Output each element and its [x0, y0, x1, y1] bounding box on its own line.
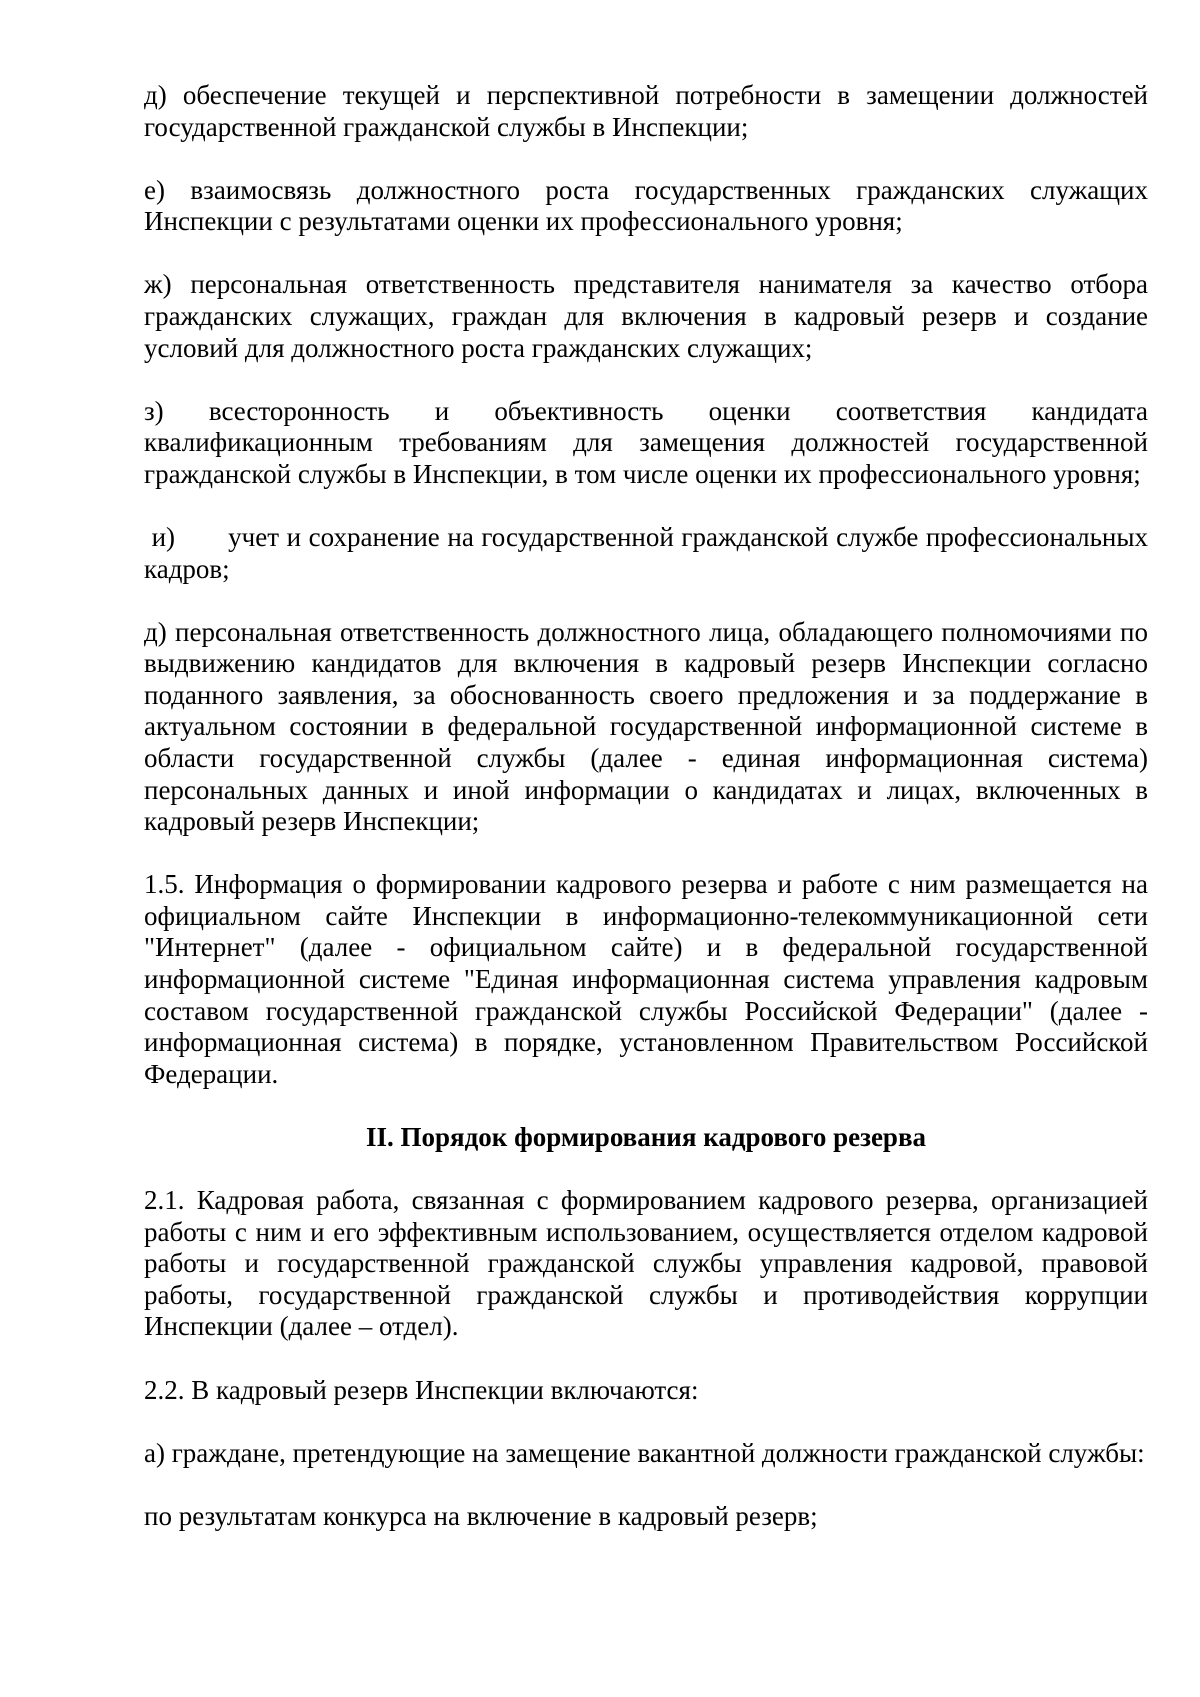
- paragraph-item-zh: ж) персональная ответственность представителя нанимателя за качество отбора гражданских служащих, граждан для включения в кадровый резерв и создание условий для должностного роста гражданских служащих;: [144, 269, 1148, 363]
- paragraph-2-1: 2.1. Кадровая работа, связанная с формированием кадрового резерва, организацией работы с ним и его эффективным использованием, осуществляется отделом кадровой работы и государственной гражданской службы управления кадровой, правовой работы, государственной гражданской службы и противодействия коррупции Инспекции (далее – отдел).: [144, 1185, 1148, 1342]
- paragraph-1-5: 1.5. Информация о формировании кадрового резерва и работе с ним размещается на официальном сайте Инспекции в информационно-телекоммуникационной сети "Интернет" (далее - официальном сайте) и в федеральной государственной информационной системе "Единая информационная система управления кадровым составом государственной гражданской службы Российской Федерации" (далее - информационная система) в порядке, установленном Правительством Российской Федерации.: [144, 869, 1148, 1089]
- document-page: [144, 80, 1155, 1532]
- section-heading: II. Порядок формирования кадрового резерва: [365, 1121, 927, 1152]
- paragraph-item-i: и) учет и сохранение на государственной гражданской службе профессиональных кадров;: [144, 521, 1155, 584]
- paragraph-item-d: д) обеспечение текущей и перспективной потребности в замещении должностей государственной гражданской службы в Инспекции;: [144, 80, 1148, 142]
- paragraph-competition: по результатам конкурса на включение в кадровый резерв;: [144, 1500, 818, 1531]
- paragraph-item-z: з) всесторонность и объективность оценки соответствия кандидата квалификационным требованиям для замещения должностей государственной гражданской службы в Инспекции, в том числе оценки их профессионального уровня;: [144, 395, 1148, 489]
- paragraph-item-d-second: д) персональная ответственность должностного лица, обладающего полномочиями по выдвижению кандидатов для включения в кадровый резерв Инспекции согласно поданного заявления, за обоснованность своего предложения и за поддержание в актуальном состоянии в федеральной государственной информационной системе в области государственной службы (далее - единая информационная система) персональных данных и иной информации о кандидатах и лицах, включенных в кадровый резерв Инспекции;: [144, 616, 1148, 837]
- paragraph-2-2: 2.2. В кадровый резерв Инспекции включаются:: [144, 1374, 699, 1405]
- paragraph-item-a: а) граждане, претендующие на замещение вакантной должности гражданской службы:: [144, 1437, 1145, 1468]
- paragraph-item-e: е) взаимосвязь должностного роста государственных гражданских служащих Инспекции с результатами оценки их профессионального уровня;: [144, 174, 1148, 237]
